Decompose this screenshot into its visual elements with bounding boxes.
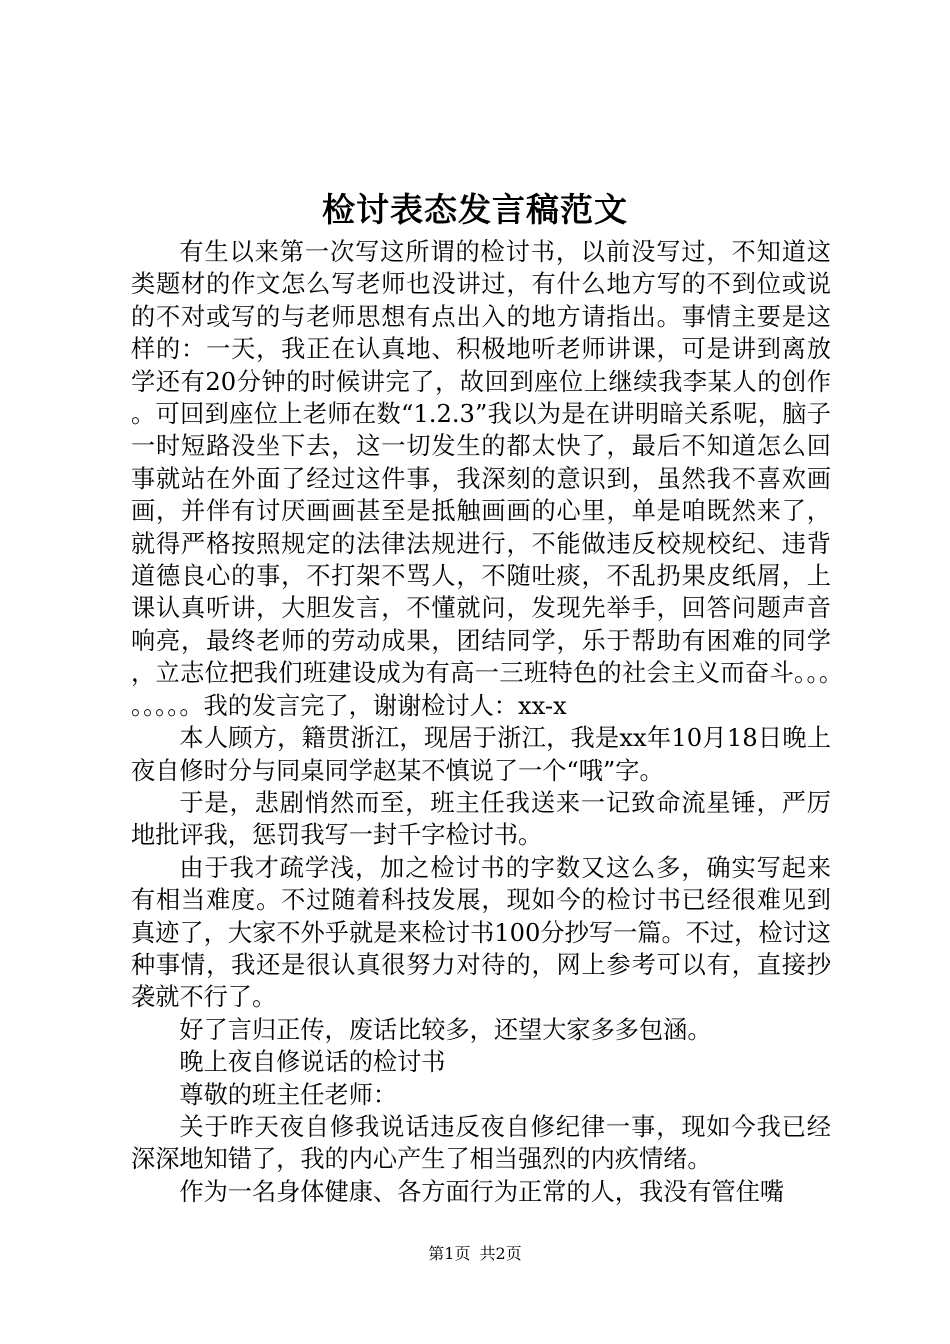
paragraph-5: 好了言归正传，废话比较多，还望大家多多包涵。 [179,1015,712,1044]
paragraph-2: 本人顾方，籍贯浙江，现居于浙江，我是xx年10月18日晚上夜自修时分与同桌同学赵某不慎说了一个“哦”字。 [131,724,831,785]
paragraph-3: 于是，悲剧悄然而至，班主任我送来一记致命流星锤，严厉地批评我，惩罚我写一封千字检讨书。 [131,788,831,850]
paragraph-8: 关于昨天夜自修我说话违反夜自修纪律一事，现如今我已经深深地知错了，我的内心产生了相当强烈的内疚情绪。 [131,1112,831,1174]
paragraph-4: 由于我才疏学浅，加之检讨书的字数又这么多，确实写起来有相当难度。不过随着科技发展，现如今的检讨书已经很难见到真迹了，大家不外乎就是来检讨书100分抄写一篇。不过，检讨这种事情，我还是很认真很努力对待的，网上参考可以有，直接抄袭就不行了。 [131,853,831,1012]
paragraph-6: 晚上夜自修说话的检讨书 [179,1048,446,1077]
page-total: 共2页 [479,1244,522,1263]
paragraph-1: 有生以来第一次写这所谓的检讨书，以前没写过，不知道这类题材的作文怎么写老师也没讲过，有什么地方写的不到位或说的不对或写的与老师思想有点出入的地方请指出。事情主要是这样的：一天，我正在认真地、积极地听老师讲课，可是讲到离放学还有20分钟的时候讲完了，故回到座位上继续我李某人的创作。可回到座位上老师在数“1.2.3”我以为是在讲明暗关系呢，脑子一时短路没坐下去，这一切发生的都太快了，最后不知道怎么回事就站在外面了经过这件事，我深刻的意识到，虽然我不喜欢画画，并伴有讨厌画画甚至是抵触画画的心里，单是咱既然来了，就得严格按照规定的法律法规进行，不能做违反校规校纪、违背道德良心的事，不打架不骂人，不随吐痰，不乱扔果皮纸屑，上课认真听讲，大胆发言，不懂就问，发现先举手，回答问题声音响亮，最终老师的劳动成果，团结同学，乐于帮助有困难的同学，立志位把我们班建设成为有高一三班特色的社会主义而奋斗。。。。。。。。我的发言完了，谢谢检讨人：xx-x [131,238,831,720]
page-footer [0,1242,950,1266]
document-body [131,236,831,1208]
salutation: 尊敬的班主任老师： [179,1080,398,1109]
document-title: 检讨表态发言稿范文 [322,190,628,229]
paragraph-9: 作为一名身体健康、各方面行为正常的人，我没有管住嘴 [179,1177,785,1206]
page-number: 第1页 [428,1244,471,1263]
